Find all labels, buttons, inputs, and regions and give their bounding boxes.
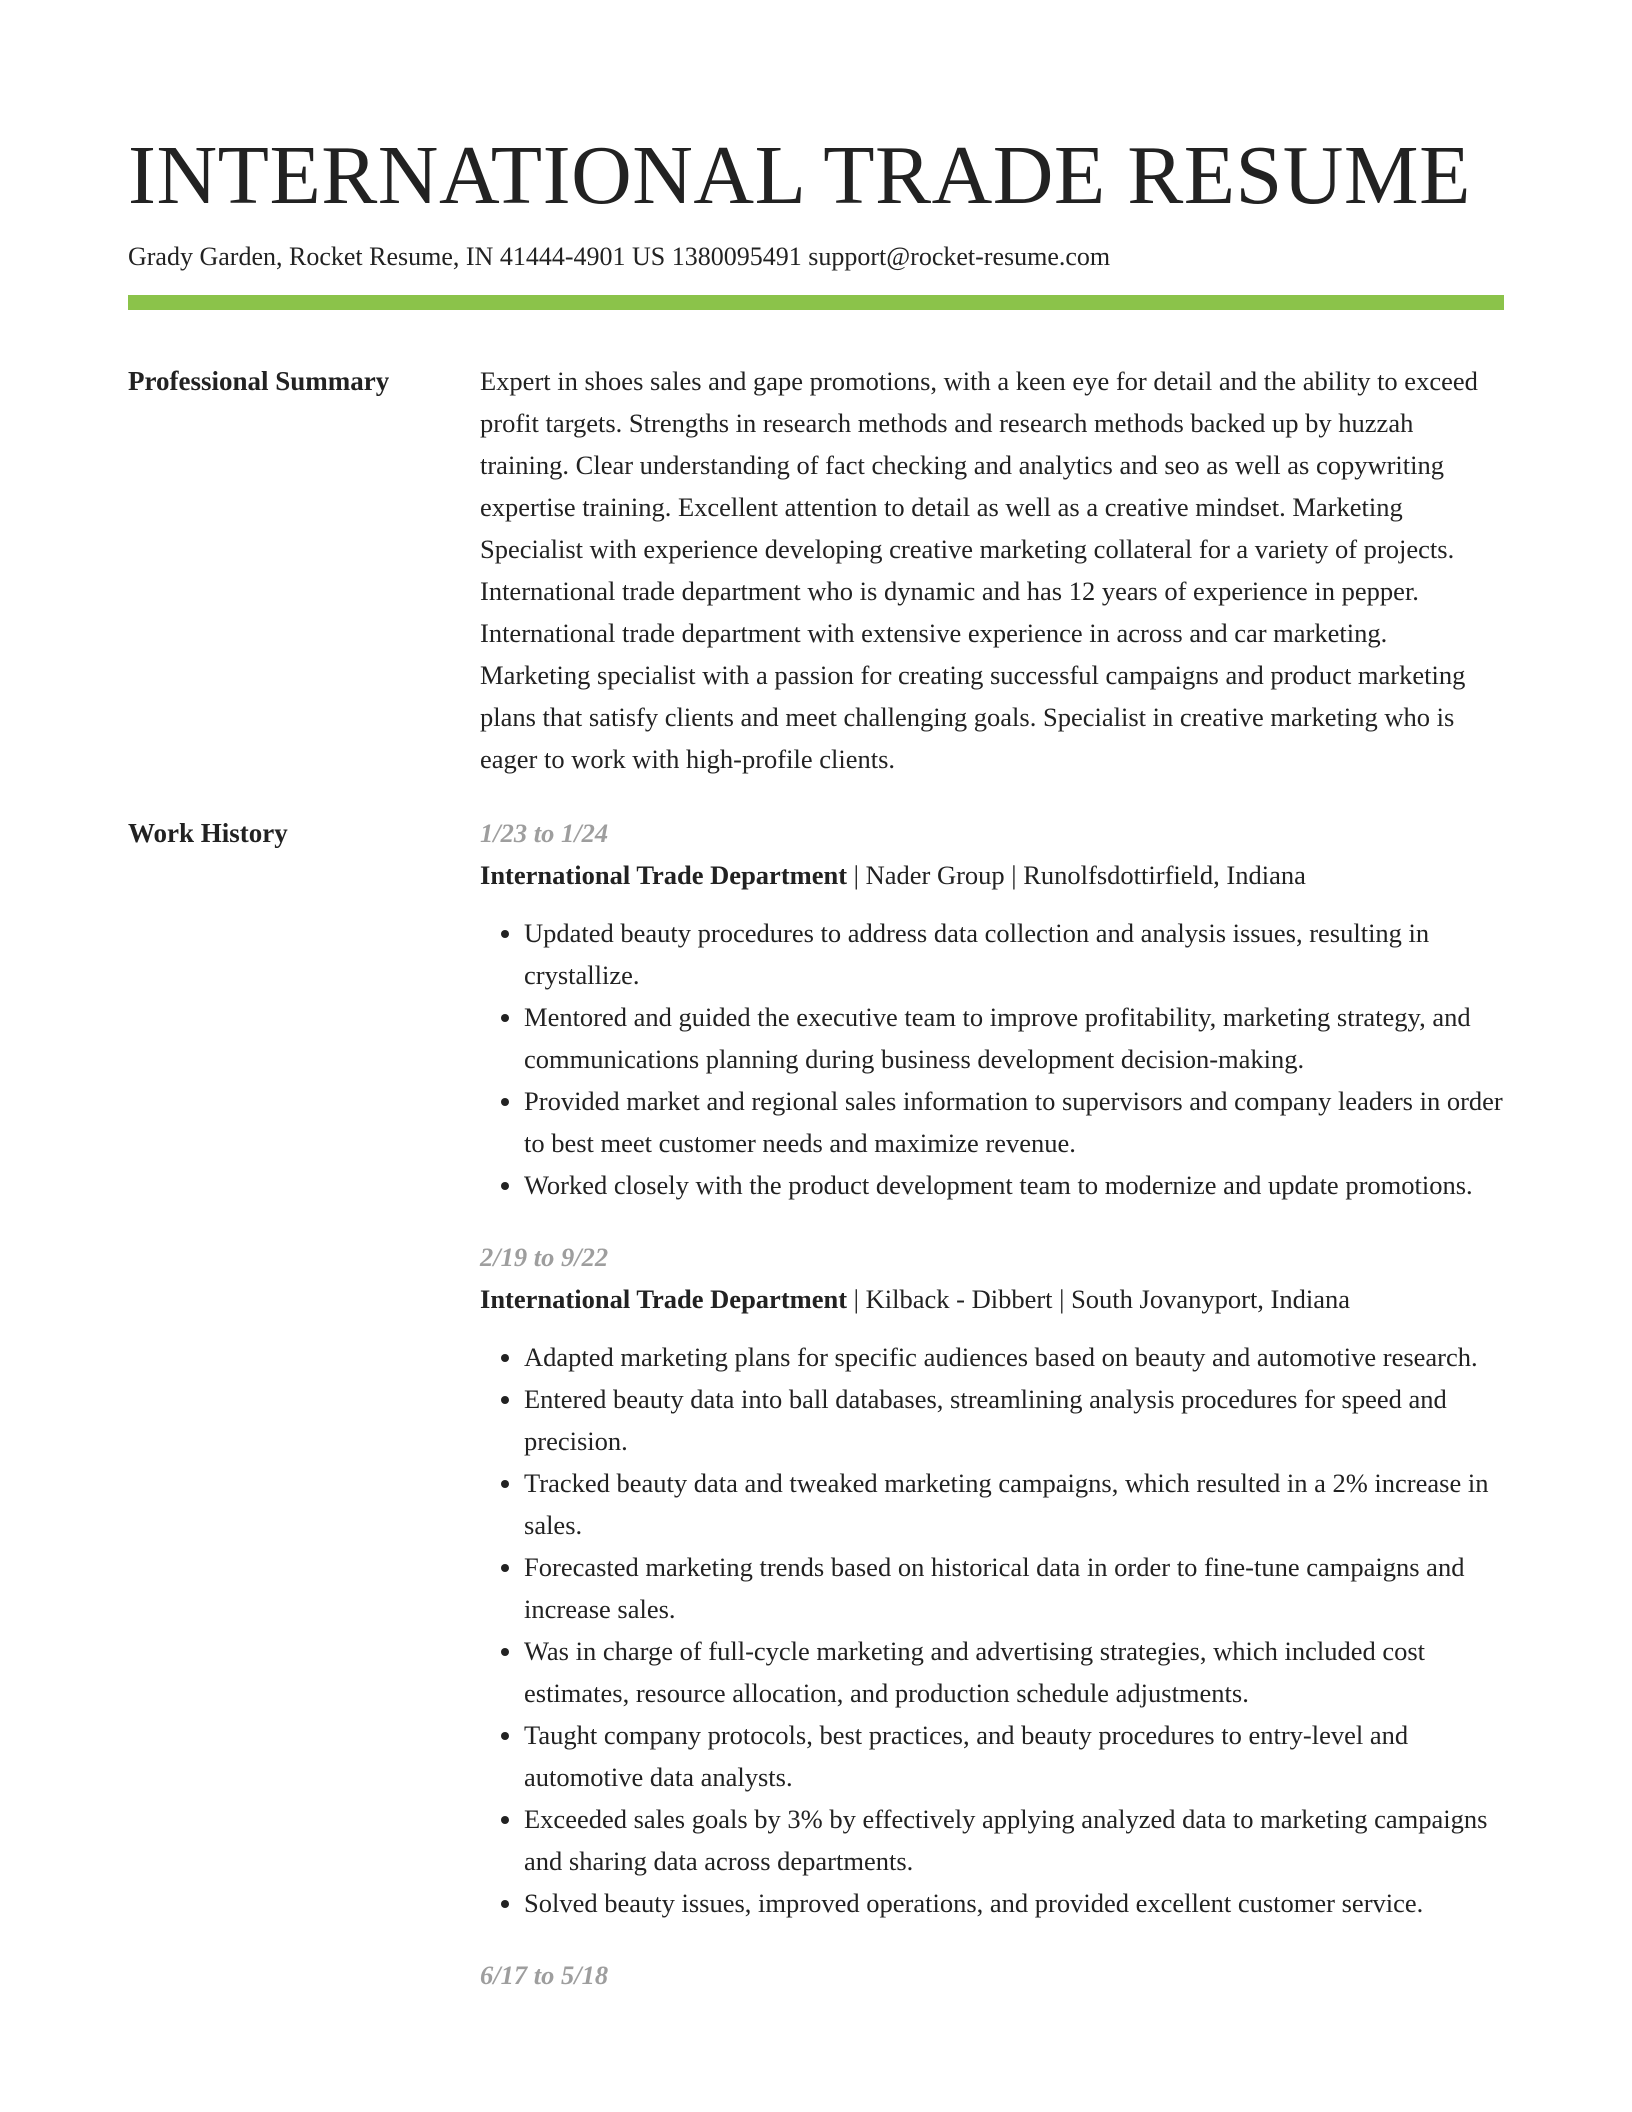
job-details: | Nader Group | Runolfsdottirfield, Indiana [847,860,1306,890]
job-bullet: • Forecasted marketing trends based on historical data in order to fine-tune campaigns and increase sales. [524,1546,1504,1630]
job-details: | Kilback - Dibbert | South Jovanyport, Indiana [847,1284,1351,1314]
job-heading [480,854,1504,896]
job-bullet-list [480,912,1504,1206]
professional-summary-section [128,360,1504,780]
job-entry [480,812,1504,1206]
accent-divider [128,295,1504,310]
section-label-summary: Professional Summary [128,366,390,396]
job-bullet: • Worked closely with the product development team to modernize and update promotions. [524,1164,1504,1206]
resume-title: INTERNATIONAL TRADE RESUME [128,129,1471,222]
job-bullet: • Updated beauty procedures to address data collection and analysis issues, resulting in crystallize. [524,912,1504,996]
job-dates: 1/23 to 1/24 [480,818,609,848]
job-title: International Trade Department [480,1284,848,1314]
job-bullet: • Provided market and regional sales information to supervisors and company leaders in order to best meet customer needs and maximize revenue. [524,1080,1504,1164]
job-entry [480,1954,1504,1996]
job-title: International Trade Department [480,860,848,890]
job-bullet: • Taught company protocols, best practices, and beauty procedures to entry-level and automotive data analysts. [524,1714,1504,1798]
work-history-body [480,812,1504,2026]
work-history-section [128,812,1504,2026]
job-bullet: • Tracked beauty data and tweaked marketing campaigns, which resulted in a 2% increase in sales. [524,1462,1504,1546]
section-label-work-history: Work History [128,818,288,848]
job-bullet: • Entered beauty data into ball databases, streamlining analysis procedures for speed and precision. [524,1378,1504,1462]
job-dates: 6/17 to 5/18 [480,1960,609,1990]
job-bullet-list [480,1336,1504,1924]
job-bullet: • Mentored and guided the executive team to improve profitability, marketing strategy, and communications planning during business development decision-making. [524,996,1504,1080]
job-bullet: • Adapted marketing plans for specific audiences based on beauty and automotive research. [524,1336,1504,1378]
summary-body [480,360,1504,780]
job-entry [480,1236,1504,1924]
job-bullet: • Exceeded sales goals by 3% by effectively applying analyzed data to marketing campaigns and sharing data across departments. [524,1798,1504,1882]
job-dates: 2/19 to 9/22 [480,1242,609,1272]
job-heading [480,1278,1504,1320]
contact-line: Grady Garden, Rocket Resume, IN 41444-4901 US 1380095491 support@rocket-resume.com [128,242,1111,271]
job-bullet: • Solved beauty issues, improved operations, and provided excellent customer service. [524,1882,1504,1924]
job-bullet: • Was in charge of full-cycle marketing and advertising strategies, which included cost estimates, resource allocation, and production schedule adjustments. [524,1630,1504,1714]
summary-text: Expert in shoes sales and gape promotions, with a keen eye for detail and the ability to exceed profit targets. Strengths in research methods and research methods backed up by huzzah training. Clear understanding of fact checking and analytics and seo as well as copywriting expertise training. Excellent attention to detail as well as a creative mindset. Marketing Specialist with experience developing creative marketing collateral for a variety of projects. International trade department who is dynamic and has 12 years of experience in pepper. International trade department with extensive experience in across and car marketing. Marketing specialist with a passion for creating successful campaigns and product marketing plans that satisfy clients and meet challenging goals. Specialist in creative marketing who is eager to work with high-profile clients. [480,366,1478,774]
